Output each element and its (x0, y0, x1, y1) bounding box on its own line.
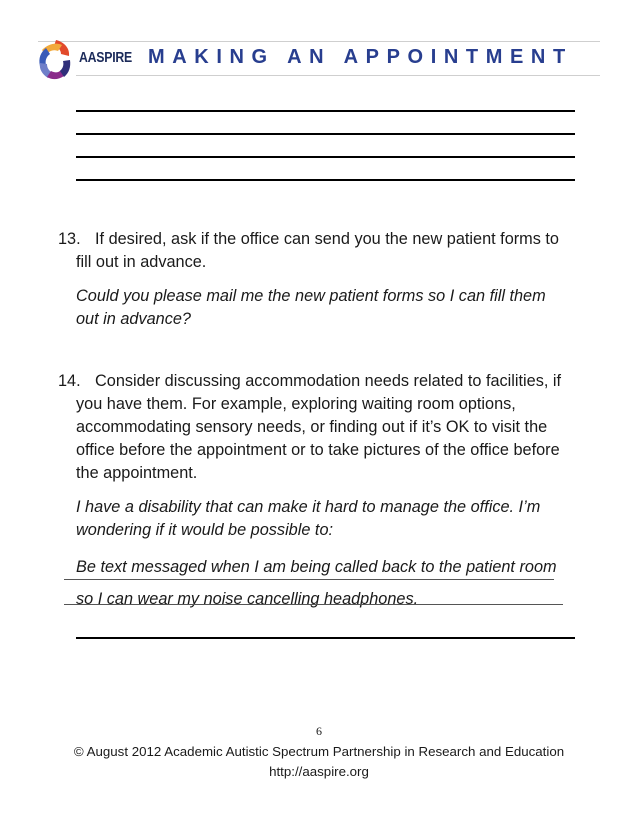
header-top-rule (38, 41, 600, 42)
item-number: 13. (58, 230, 81, 248)
item-text: you have them. For example, exploring waiting room options, (76, 395, 516, 413)
answer-line[interactable] (76, 110, 575, 112)
response-underline (64, 579, 554, 580)
filled-response[interactable]: so I can wear my noise cancelling headphones. (76, 590, 419, 608)
answer-line[interactable] (76, 133, 575, 135)
item-text: the appointment. (76, 464, 198, 482)
example-script: out in advance? (76, 310, 191, 328)
item-text: Consider discussing accommodation needs related to facilities, if (95, 372, 562, 390)
response-underline (64, 604, 563, 605)
example-script: I have a disability that can make it hard to manage the office. I’m (76, 498, 541, 516)
footer-url[interactable]: http://aaspire.org (269, 764, 369, 779)
page-title: MAKING AN APPOINTMENT (148, 46, 573, 68)
example-script: wondering if it would be possible to: (76, 521, 334, 539)
logo-wordmark: AASPIRE (79, 49, 132, 66)
answer-line[interactable] (76, 637, 575, 639)
item-text: accommodating sensory needs, or finding out if it’s OK to visit the (76, 418, 548, 436)
footer-copyright: © August 2012 Academic Autistic Spectrum Partnership in Research and Education (73, 744, 565, 759)
header-bottom-rule (76, 75, 600, 76)
page-number: 6 (316, 724, 322, 738)
filled-response[interactable]: Be text messaged when I am being called back to the patient room (76, 558, 557, 576)
aaspire-logo-icon (36, 36, 76, 86)
example-script: Could you please mail me the new patient forms so I can fill them (76, 287, 546, 305)
answer-line[interactable] (76, 156, 575, 158)
item-number: 14. (58, 372, 81, 390)
item-text: If desired, ask if the office can send you the new patient forms to (95, 230, 559, 248)
item-text: office before the appointment or to take pictures of the office before (76, 441, 560, 459)
item-text: fill out in advance. (76, 253, 207, 271)
answer-line[interactable] (76, 179, 575, 181)
